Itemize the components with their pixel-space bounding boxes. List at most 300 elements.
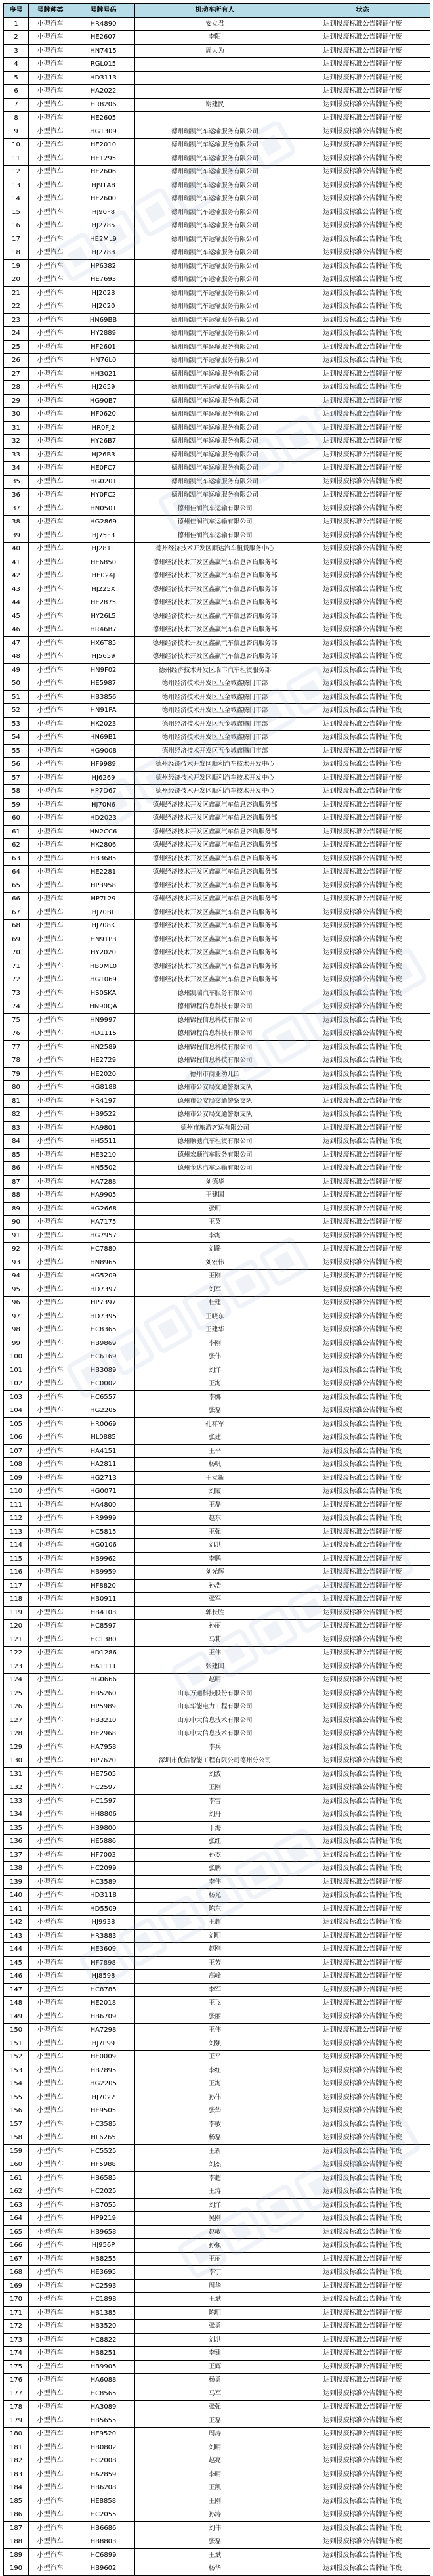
cell-status: 达到报废标准公告牌证作废 (295, 1377, 430, 1391)
cell-plate-type: 小型汽车 (29, 58, 72, 72)
cell-plate-number: HG2713 (72, 1471, 135, 1485)
table-row (4, 1040, 430, 1054)
cell-seq: 162 (4, 2185, 29, 2199)
cell-owner: 王涛 (135, 2185, 295, 2199)
cell-seq: 77 (4, 1040, 29, 1054)
cell-plate-type: 小型汽车 (29, 166, 72, 179)
table-row (4, 1916, 430, 1930)
cell-seq: 119 (4, 1606, 29, 1620)
cell-plate-number: HC8822 (72, 2333, 135, 2347)
cell-seq: 152 (4, 2051, 29, 2064)
cell-plate-type: 小型汽车 (29, 1243, 72, 1256)
cell-seq: 7 (4, 98, 29, 112)
cell-status: 达到报废标准公告牌证作废 (295, 2266, 430, 2280)
cell-status: 达到报废标准公告牌证作废 (295, 1094, 430, 1108)
cell-plate-number: HA4800 (72, 1498, 135, 1512)
cell-owner: 德州顺驰汽车租赁有限公司 (135, 1135, 295, 1149)
cell-seq: 130 (4, 1754, 29, 1768)
cell-plate-type: 小型汽车 (29, 1674, 72, 1687)
cell-status: 达到报废标准公告牌证作废 (295, 866, 430, 879)
cell-plate-number: HE2010 (72, 139, 135, 152)
cell-owner: 刘洋 (135, 1364, 295, 1377)
cell-owner: 王海 (135, 1377, 295, 1391)
cell-plate-type: 小型汽车 (29, 1862, 72, 1876)
cell-seq: 28 (4, 381, 29, 395)
cell-status: 达到报废标准公告牌证作废 (295, 744, 430, 758)
table-row (4, 1674, 430, 1687)
cell-plate-number: HB5655 (72, 2414, 135, 2428)
cell-seq: 136 (4, 1835, 29, 1849)
table-row (4, 946, 430, 960)
cell-plate-type: 小型汽车 (29, 340, 72, 354)
cell-status: 达到报废标准公告牌证作废 (295, 704, 430, 718)
cell-owner: 王丽 (135, 2252, 295, 2266)
cell-status: 达到报废标准公告牌证作废 (295, 2333, 430, 2347)
cell-plate-number: HG0201 (72, 475, 135, 489)
cell-seq: 89 (4, 1202, 29, 1216)
cell-status: 达到报废标准公告牌证作废 (295, 1821, 430, 1835)
cell-owner: 德州经济技术开发区五金城鑫腾门市部 (135, 744, 295, 758)
cell-plate-number: HE8858 (72, 2495, 135, 2508)
cell-plate-number: HJ225X (72, 583, 135, 596)
cell-plate-number: HJ26B3 (72, 448, 135, 462)
cell-plate-number: HB9905 (72, 2360, 135, 2374)
table-row (4, 1108, 430, 1122)
cell-plate-type: 小型汽车 (29, 2266, 72, 2280)
cell-plate-number: HJ90F8 (72, 206, 135, 219)
table-row (4, 1983, 430, 1997)
cell-plate-type: 小型汽车 (29, 2171, 72, 2185)
table-row (4, 663, 430, 677)
cell-plate-number: HF5988 (72, 2158, 135, 2172)
cell-owner: 张军 (135, 1593, 295, 1607)
table-row (4, 152, 430, 166)
cell-plate-type: 小型汽车 (29, 2064, 72, 2077)
cell-plate-type: 小型汽车 (29, 543, 72, 556)
cell-plate-number: HG0106 (72, 1539, 135, 1553)
cell-seq: 82 (4, 1108, 29, 1122)
table-row (4, 1458, 430, 1472)
cell-status: 达到报废标准公告牌证作废 (295, 85, 430, 99)
cell-owner: 德州瑞凯汽车运输服务有限公司 (135, 300, 295, 314)
cell-owner: 德州经济技术开发区鑫赢汽车信息咨询服务部 (135, 866, 295, 879)
table-row (4, 933, 430, 946)
cell-plate-type: 小型汽车 (29, 1229, 72, 1243)
cell-plate-number: HE2605 (72, 112, 135, 125)
cell-plate-number: HR0FJ2 (72, 421, 135, 435)
cell-seq: 190 (4, 2562, 29, 2576)
table-header-row (4, 4, 430, 18)
cell-status: 达到报废标准公告牌证作废 (295, 448, 430, 462)
table-row (4, 852, 430, 866)
cell-seq: 3 (4, 44, 29, 58)
cell-status: 达到报废标准公告牌证作废 (295, 206, 430, 219)
cell-plate-type: 小型汽车 (29, 2279, 72, 2293)
cell-status: 达到报废标准公告牌证作废 (295, 246, 430, 260)
cell-status: 达到报废标准公告牌证作废 (295, 1674, 430, 1687)
cell-plate-number: HJ70N6 (72, 798, 135, 812)
cell-status: 达到报废标准公告牌证作废 (295, 677, 430, 691)
cell-seq: 104 (4, 1404, 29, 1418)
table-row (4, 1902, 430, 1916)
cell-owner: 德州瑞凯汽车运输服务有限公司 (135, 152, 295, 166)
cell-plate-type: 小型汽车 (29, 98, 72, 112)
cell-plate-type: 小型汽车 (29, 2535, 72, 2549)
cell-owner: 张勇 (135, 2320, 295, 2334)
cell-plate-type: 小型汽车 (29, 435, 72, 449)
cell-plate-type: 小型汽车 (29, 623, 72, 637)
cell-seq: 131 (4, 1767, 29, 1781)
cell-owner: 王飞 (135, 1997, 295, 2010)
cell-status: 达到报废标准公告牌证作废 (295, 2508, 430, 2522)
cell-plate-type: 小型汽车 (29, 2144, 72, 2158)
table-row (4, 340, 430, 354)
header-seq: 序号 (4, 4, 29, 18)
table-row (4, 1633, 430, 1647)
table-row (4, 1337, 430, 1350)
cell-plate-number: HE3609 (72, 1943, 135, 1957)
cell-seq: 175 (4, 2360, 29, 2374)
table-row (4, 31, 430, 45)
cell-owner: 王斌 (135, 2548, 295, 2562)
cell-plate-type: 小型汽车 (29, 906, 72, 920)
cell-plate-type: 小型汽车 (29, 1714, 72, 1727)
cell-owner: 德州经济技术开发区鑫赢汽车信息咨询服务部 (135, 946, 295, 960)
cell-owner: 赵东 (135, 1512, 295, 1526)
cell-owner: 吴刚 (135, 2212, 295, 2226)
cell-plate-number: HL0885 (72, 1431, 135, 1445)
cell-owner: 德州经济技术开发区鑫赢汽车信息咨询服务部 (135, 920, 295, 933)
table-row (4, 2091, 430, 2104)
vehicle-plate-table (3, 3, 430, 2576)
cell-plate-type: 小型汽车 (29, 1067, 72, 1081)
cell-plate-number: HJ9938 (72, 1916, 135, 1930)
cell-status: 达到报废标准公告牌证作废 (295, 354, 430, 368)
cell-plate-type: 小型汽车 (29, 1094, 72, 1108)
cell-owner: 李兵 (135, 1741, 295, 1754)
cell-seq: 39 (4, 529, 29, 543)
cell-status: 达到报废标准公告牌证作废 (295, 17, 430, 31)
cell-status: 达到报废标准公告牌证作废 (295, 1162, 430, 1176)
cell-seq: 165 (4, 2225, 29, 2239)
cell-plate-type: 小型汽车 (29, 812, 72, 826)
table-row (4, 1471, 430, 1485)
cell-owner: 马军 (135, 2387, 295, 2401)
cell-plate-type: 小型汽车 (29, 825, 72, 839)
cell-status: 达到报废标准公告牌证作废 (295, 2401, 430, 2414)
cell-owner: 深圳市优信智能工程有限公司德州分公司 (135, 1754, 295, 1768)
table-row (4, 636, 430, 650)
cell-plate-type: 小型汽车 (29, 879, 72, 893)
cell-plate-type: 小型汽车 (29, 1808, 72, 1822)
cell-owner: 李军 (135, 1983, 295, 1997)
cell-plate-number: HF7003 (72, 1848, 135, 1862)
table-row (4, 2562, 430, 2576)
cell-owner: 德州瑞凯汽车运输服务有限公司 (135, 313, 295, 327)
cell-plate-type: 小型汽车 (29, 1767, 72, 1781)
cell-plate-number: HP7D67 (72, 785, 135, 799)
cell-status: 达到报废标准公告牌证作废 (295, 1364, 430, 1377)
cell-owner: 德州市公安局交通警察支队 (135, 1108, 295, 1122)
cell-seq: 97 (4, 1310, 29, 1323)
table-row (4, 771, 430, 785)
cell-plate-number: HB1385 (72, 2306, 135, 2320)
cell-owner: 德州经济技术开发区鑫赢汽车信息咨询服务部 (135, 798, 295, 812)
cell-seq: 154 (4, 2077, 29, 2091)
cell-status: 达到报废标准公告牌证作废 (295, 2225, 430, 2239)
cell-plate-number: HC6557 (72, 1390, 135, 1404)
table-row (4, 2333, 430, 2347)
cell-seq: 186 (4, 2508, 29, 2522)
cell-seq: 96 (4, 1297, 29, 1310)
cell-status: 达到报废标准公告牌证作废 (295, 1593, 430, 1607)
cell-owner: 德州经济技术开发区鑫赢汽车信息咨询服务部 (135, 906, 295, 920)
cell-status: 达到报废标准公告牌证作废 (295, 596, 430, 610)
table-row (4, 1283, 430, 1297)
cell-plate-type: 小型汽车 (29, 2521, 72, 2535)
table-row (4, 1390, 430, 1404)
cell-seq: 66 (4, 893, 29, 906)
cell-owner: 王建华 (135, 1323, 295, 1337)
cell-status: 达到报废标准公告牌证作废 (295, 556, 430, 569)
cell-owner: 德州经济技术开发区鑫赢汽车信息咨询服务部 (135, 596, 295, 610)
table-row (4, 1431, 430, 1445)
cell-plate-type: 小型汽车 (29, 2225, 72, 2239)
cell-seq: 8 (4, 112, 29, 125)
cell-plate-type: 小型汽车 (29, 1175, 72, 1189)
table-row (4, 2131, 430, 2145)
cell-status: 达到报废标准公告牌证作废 (295, 1552, 430, 1566)
cell-plate-number: HC8365 (72, 1323, 135, 1337)
cell-owner: 张建国 (135, 1660, 295, 1674)
table-row (4, 785, 430, 799)
cell-status: 达到报废标准公告牌证作废 (295, 2562, 430, 2576)
table-row (4, 166, 430, 179)
cell-plate-number: HG2668 (72, 1202, 135, 1216)
table-row (4, 1189, 430, 1203)
cell-owner: 德州经济技术开发区鑫赢汽车信息咨询服务部 (135, 812, 295, 826)
cell-plate-number: HC1380 (72, 1633, 135, 1647)
cell-plate-type: 小型汽车 (29, 1781, 72, 1795)
cell-seq: 133 (4, 1794, 29, 1808)
cell-plate-type: 小型汽车 (29, 219, 72, 233)
table-row (4, 866, 430, 879)
cell-owner: 刘军 (135, 1283, 295, 1297)
cell-status: 达到报废标准公告牌证作废 (295, 1997, 430, 2010)
cell-plate-type: 小型汽车 (29, 1835, 72, 1849)
cell-status: 达到报废标准公告牌证作废 (295, 1404, 430, 1418)
cell-owner: 德州佳润汽车运输有限公司 (135, 516, 295, 529)
cell-status: 达到报废标准公告牌证作废 (295, 1512, 430, 1526)
cell-plate-number: HJ8598 (72, 1970, 135, 1984)
cell-owner: 德州经济技术开发区五金城鑫腾门市部 (135, 717, 295, 731)
cell-plate-type: 小型汽车 (29, 1000, 72, 1014)
cell-owner: 德州瑞凯汽车运输服务有限公司 (135, 139, 295, 152)
cell-status: 达到报废标准公告牌证作废 (295, 2320, 430, 2334)
cell-plate-number: HE2600 (72, 192, 135, 206)
cell-status: 达到报废标准公告牌证作废 (295, 1350, 430, 1364)
cell-seq: 173 (4, 2333, 29, 2347)
cell-owner: 德州瑞凯汽车运输服务有限公司 (135, 206, 295, 219)
cell-owner: 刘洪 (135, 2333, 295, 2347)
cell-owner: 张磊 (135, 2535, 295, 2549)
cell-seq: 72 (4, 973, 29, 987)
table-row (4, 286, 430, 300)
table-row (4, 139, 430, 152)
cell-status: 达到报废标准公告牌证作废 (295, 273, 430, 287)
cell-status: 达到报废标准公告牌证作废 (295, 2360, 430, 2374)
cell-plate-type: 小型汽车 (29, 920, 72, 933)
cell-owner (135, 58, 295, 72)
cell-plate-type: 小型汽车 (29, 1660, 72, 1674)
cell-plate-type: 小型汽车 (29, 462, 72, 476)
table-row (4, 1243, 430, 1256)
cell-plate-type: 小型汽车 (29, 1983, 72, 1997)
cell-plate-number: HA7288 (72, 1175, 135, 1189)
cell-owner: 德州经济技术开发区五金城鑫腾门市部 (135, 690, 295, 704)
cell-plate-number: HG2205 (72, 1404, 135, 1418)
cell-owner: 德州瑞凯汽车运输服务有限公司 (135, 233, 295, 246)
cell-status: 达到报废标准公告牌证作废 (295, 139, 430, 152)
table-row (4, 1767, 430, 1781)
cell-plate-number: HD5509 (72, 1902, 135, 1916)
cell-status: 达到报废标准公告牌证作废 (295, 44, 430, 58)
table-row (4, 1700, 430, 1714)
cell-owner: 德州锦程信息科技有限公司 (135, 1013, 295, 1027)
table-row (4, 610, 430, 623)
cell-plate-type: 小型汽车 (29, 1471, 72, 1485)
cell-seq: 170 (4, 2293, 29, 2307)
table-row (4, 1364, 430, 1377)
table-row (4, 489, 430, 502)
cell-owner: 德州瑞凯汽车运输服务有限公司 (135, 273, 295, 287)
cell-plate-number: HB6208 (72, 2481, 135, 2495)
cell-plate-number: HB9800 (72, 1821, 135, 1835)
cell-plate-number: HC2593 (72, 2279, 135, 2293)
cell-seq: 115 (4, 1552, 29, 1566)
cell-plate-type: 小型汽车 (29, 381, 72, 395)
cell-plate-number: HR8206 (72, 98, 135, 112)
cell-plate-number: HC1597 (72, 1794, 135, 1808)
cell-owner: 山东中大信息技术有限公司 (135, 1727, 295, 1741)
cell-plate-number: HE2729 (72, 1054, 135, 1068)
cell-status: 达到报废标准公告牌证作废 (295, 2118, 430, 2131)
cell-status: 达到报废标准公告牌证作废 (295, 1889, 430, 1903)
cell-seq: 182 (4, 2454, 29, 2468)
cell-owner: 王刚 (135, 1781, 295, 1795)
cell-plate-number: HB5260 (72, 1687, 135, 1700)
cell-plate-number: HB6709 (72, 2010, 135, 2024)
cell-seq: 35 (4, 475, 29, 489)
cell-seq: 60 (4, 812, 29, 826)
cell-status: 达到报废标准公告牌证作废 (295, 1956, 430, 1970)
cell-plate-type: 小型汽车 (29, 1390, 72, 1404)
cell-seq: 128 (4, 1727, 29, 1741)
cell-plate-number: HC3585 (72, 2118, 135, 2131)
cell-owner: 李超 (135, 2171, 295, 2185)
cell-plate-number: HE2018 (72, 1997, 135, 2010)
cell-owner: 德州瑞凯汽车运输服务有限公司 (135, 166, 295, 179)
table-row (4, 2158, 430, 2172)
cell-owner: 德州市旅游客运有限公司 (135, 1121, 295, 1135)
cell-plate-type: 小型汽车 (29, 1135, 72, 1149)
cell-plate-type: 小型汽车 (29, 1202, 72, 1216)
cell-owner: 刘德华 (135, 1175, 295, 1189)
cell-seq: 172 (4, 2320, 29, 2334)
cell-plate-number: HR3883 (72, 1929, 135, 1943)
cell-seq: 67 (4, 906, 29, 920)
cell-plate-number: HC8597 (72, 1620, 135, 1633)
cell-seq: 141 (4, 1902, 29, 1916)
cell-seq: 73 (4, 987, 29, 1000)
cell-owner: 王芳 (135, 1956, 295, 1970)
cell-plate-type: 小型汽车 (29, 1081, 72, 1095)
cell-seq: 93 (4, 1256, 29, 1270)
cell-status: 达到报废标准公告牌证作废 (295, 2091, 430, 2104)
cell-status: 达到报废标准公告牌证作废 (295, 879, 430, 893)
cell-seq: 54 (4, 731, 29, 745)
table-row (4, 2387, 430, 2401)
cell-status: 达到报废标准公告牌证作废 (295, 623, 430, 637)
cell-status: 达到报废标准公告牌证作废 (295, 1202, 430, 1216)
cell-seq: 153 (4, 2064, 29, 2077)
cell-plate-type: 小型汽车 (29, 2387, 72, 2401)
cell-status: 达到报废标准公告牌证作废 (295, 583, 430, 596)
table-row (4, 233, 430, 246)
cell-plate-number: HJ2788 (72, 246, 135, 260)
cell-seq: 98 (4, 1323, 29, 1337)
cell-plate-number: HJ7022 (72, 2091, 135, 2104)
cell-plate-number: HE7693 (72, 273, 135, 287)
cell-seq: 1 (4, 17, 29, 31)
cell-status: 达到报废标准公告牌证作废 (295, 946, 430, 960)
cell-status: 达到报废标准公告牌证作废 (295, 1121, 430, 1135)
cell-status: 达到报废标准公告牌证作废 (295, 340, 430, 354)
cell-plate-number: HJ7P99 (72, 2037, 135, 2051)
cell-plate-number: HC5815 (72, 1525, 135, 1539)
cell-seq: 41 (4, 556, 29, 569)
cell-status: 达到报废标准公告牌证作废 (295, 1579, 430, 1593)
table-row (4, 1821, 430, 1835)
table-row (4, 2144, 430, 2158)
cell-status: 达到报废标准公告牌证作废 (295, 1216, 430, 1230)
cell-status: 达到报废标准公告牌证作废 (295, 462, 430, 476)
table-row (4, 2185, 430, 2199)
cell-seq: 69 (4, 933, 29, 946)
cell-owner: 德州经济技术开发区鑫赢汽车信息咨询服务部 (135, 636, 295, 650)
cell-owner: 德州瑞凯汽车运输服务有限公司 (135, 462, 295, 476)
cell-seq: 174 (4, 2347, 29, 2361)
cell-plate-type: 小型汽车 (29, 85, 72, 99)
cell-owner: 张红 (135, 1835, 295, 1849)
cell-status: 达到报废标准公告牌证作废 (295, 1741, 430, 1754)
cell-seq: 180 (4, 2428, 29, 2441)
cell-seq: 33 (4, 448, 29, 462)
table-row (4, 2279, 430, 2293)
cell-plate-number: HB6686 (72, 2521, 135, 2535)
cell-seq: 102 (4, 1377, 29, 1391)
table-row (4, 112, 430, 125)
cell-plate-number: HE9520 (72, 2428, 135, 2441)
cell-plate-type: 小型汽车 (29, 1700, 72, 1714)
cell-owner: 赵刚 (135, 1943, 295, 1957)
cell-status: 达到报废标准公告牌证作废 (295, 690, 430, 704)
cell-owner: 德州经济技术开发区鑫赢汽车信息咨询服务部 (135, 650, 295, 664)
cell-owner: 刘波 (135, 1767, 295, 1781)
cell-plate-number: HN8965 (72, 1256, 135, 1270)
cell-seq: 155 (4, 2091, 29, 2104)
table-row (4, 313, 430, 327)
